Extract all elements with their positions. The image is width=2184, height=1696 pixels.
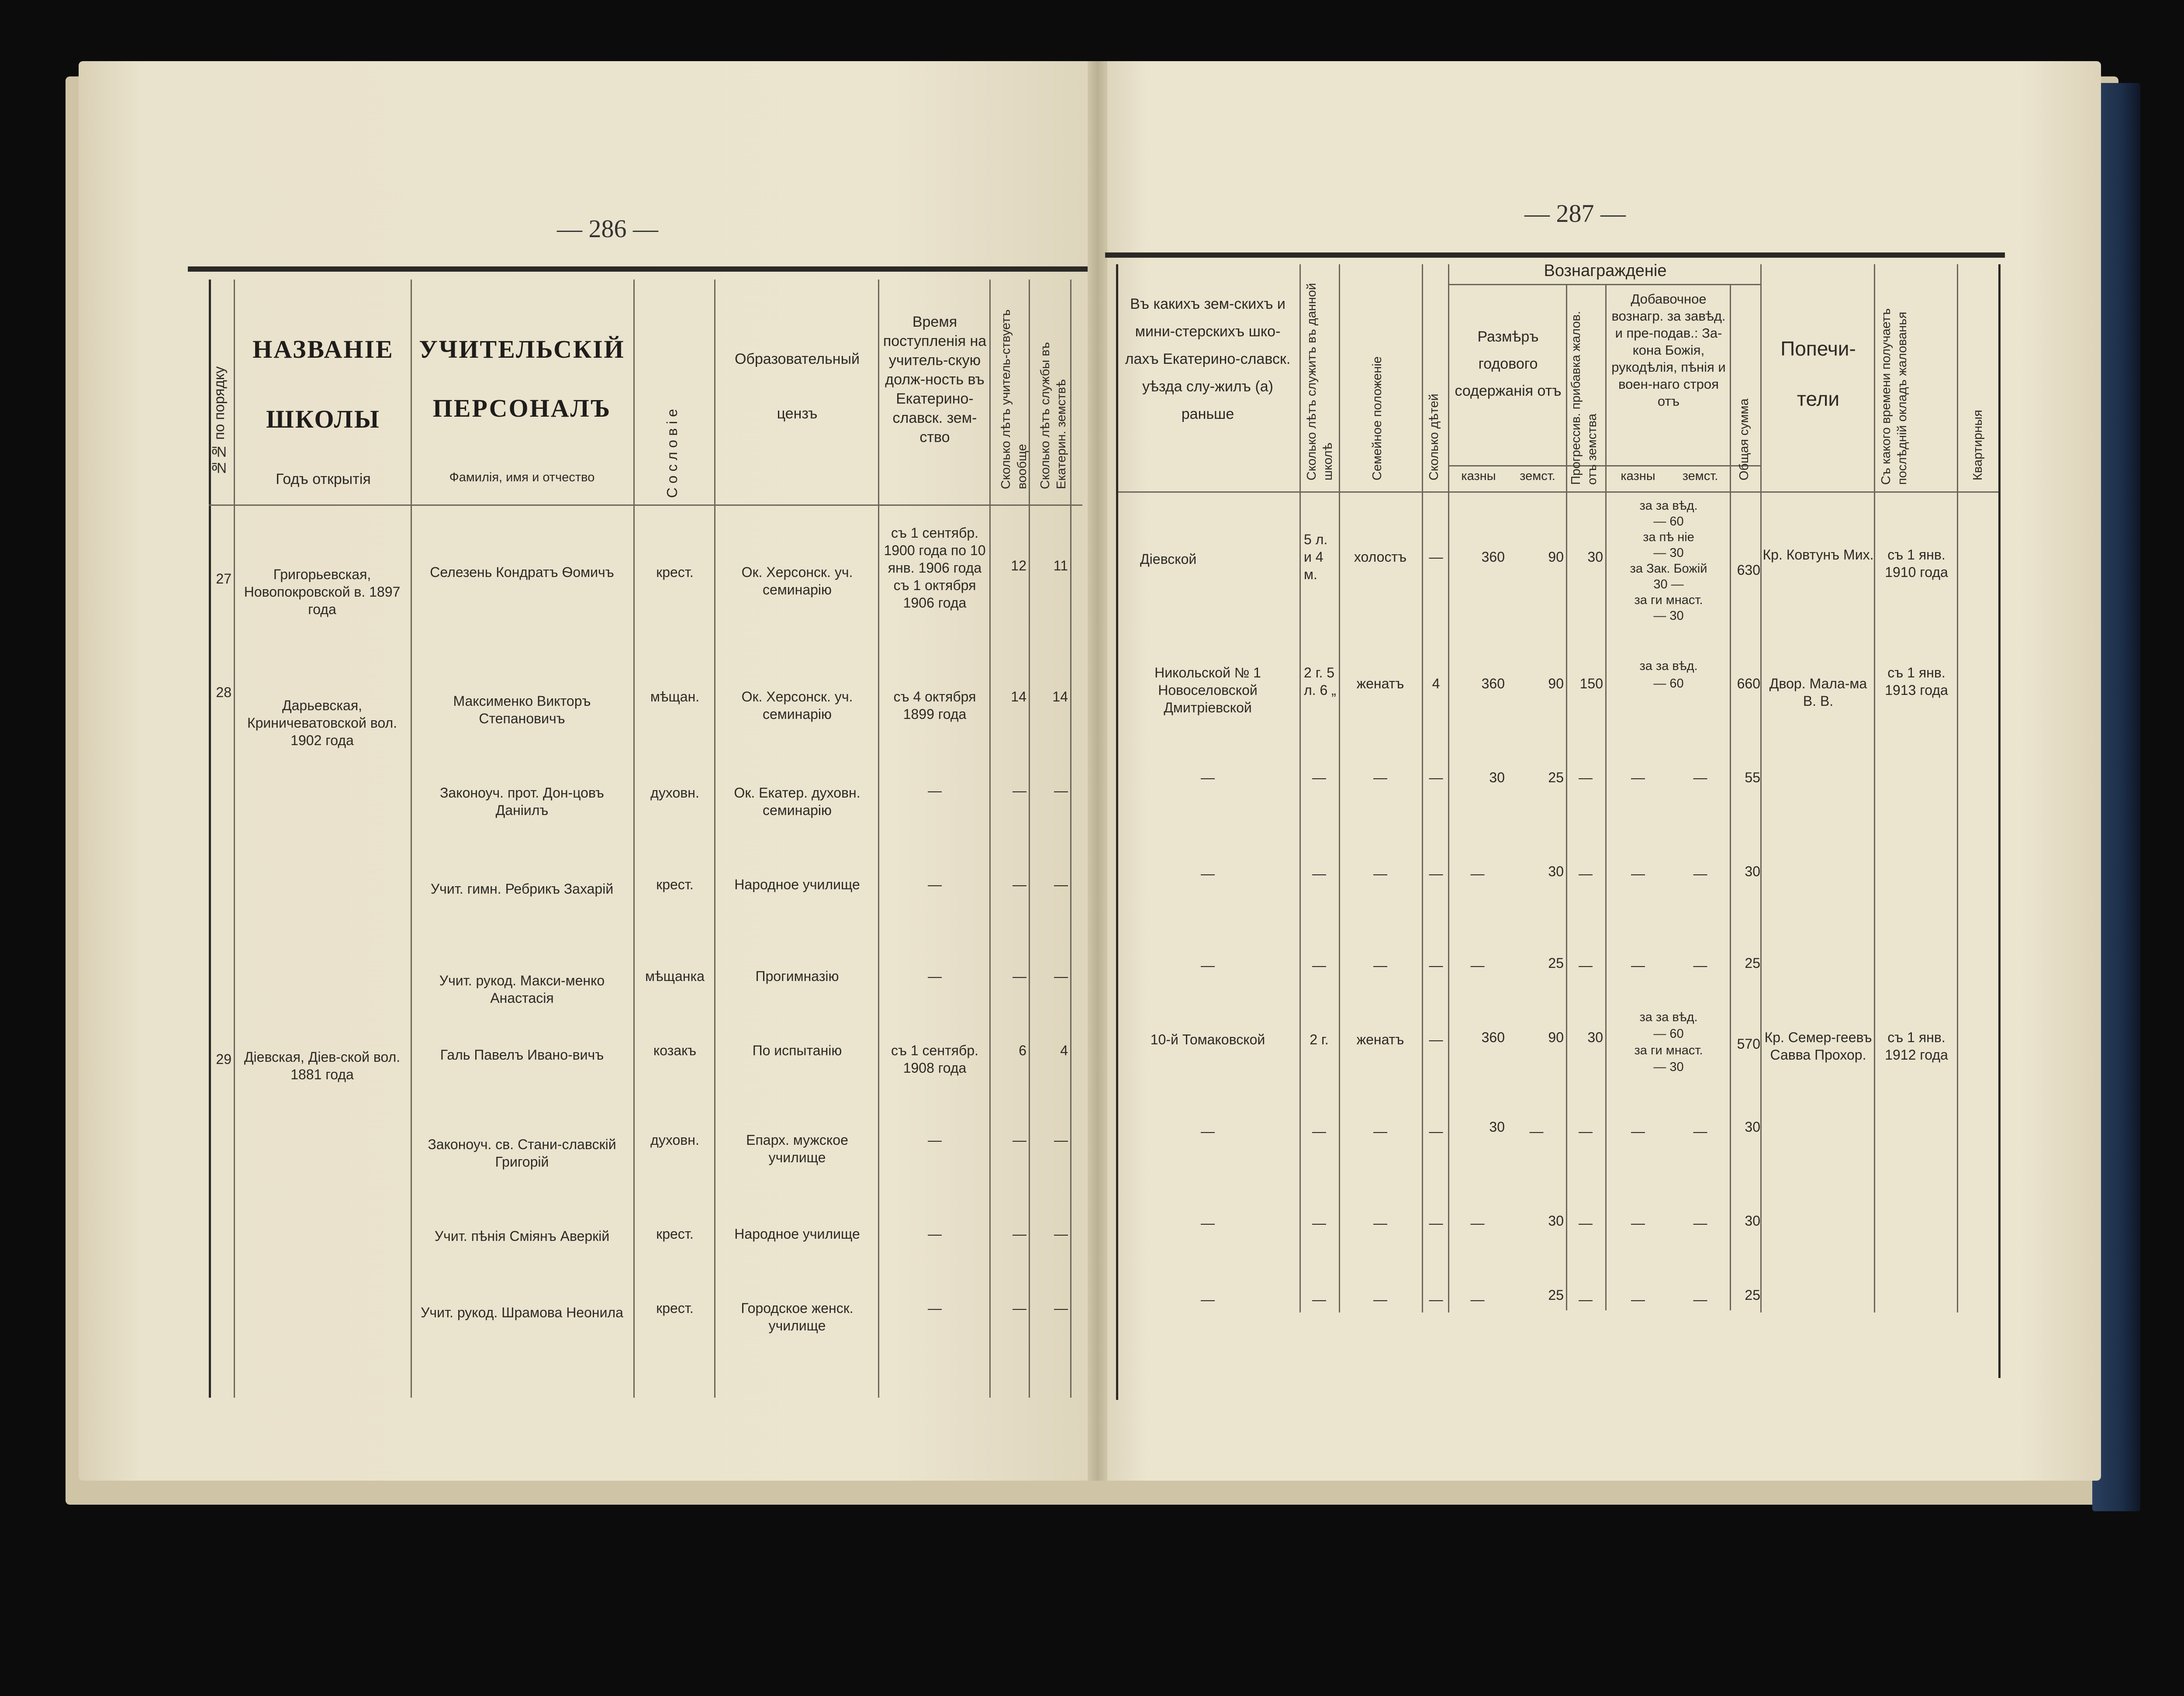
years-service: — [1054, 1226, 1068, 1242]
left-top-rule [188, 266, 1088, 272]
trustees-header: Попечи- [1780, 337, 1856, 360]
entry-date: — [928, 783, 942, 798]
staff-header-2: ПЕРСОНАЛЪ [432, 394, 612, 422]
trustee: Кр. Семер-геевъ Савва Прохор. [1764, 1029, 1872, 1063]
total-sum: 630 [1737, 562, 1760, 578]
additional-zemst: — [1693, 1215, 1707, 1231]
years-service-header: Сколько лѣтъ службы въ Екатерин. земствѣ [1038, 342, 1068, 489]
page-number-left: — 286 — [557, 214, 658, 243]
education: Народное училище [734, 1226, 860, 1242]
previous-school: — [1201, 1215, 1215, 1231]
where-served-header: Въ какихъ зем-скихъ и мини-стерскихъ шко-лахъ Екатерино-славск. уѣзда слу-жилъ (а) раньше [1125, 296, 1291, 422]
entry-date: съ 1 сентябр. 1908 года [891, 1043, 979, 1076]
education-header: Образовательный [734, 351, 860, 367]
additional-zemst: — [1693, 1123, 1707, 1139]
estate: духовн. [650, 1132, 699, 1148]
education: Епарх. мужское училище [746, 1132, 848, 1165]
children-count: — [1429, 770, 1443, 785]
years-teaching: 6 [1019, 1043, 1026, 1058]
progressive-raise: — [1579, 957, 1593, 973]
education: По испытанію [752, 1043, 842, 1058]
estate: крест. [656, 1300, 694, 1316]
since-date: съ 1 янв. 1912 года [1885, 1029, 1948, 1063]
progressive-raise: — [1579, 1123, 1593, 1139]
years-teaching: — [1013, 968, 1026, 984]
estate: крест. [656, 877, 694, 892]
teacher-name: Учит. пѣнія Сміянъ Аверкій [434, 1228, 610, 1244]
family-status: — [1373, 1292, 1387, 1307]
children-count: 4 [1432, 676, 1440, 691]
previous-school: 10-й Томаковской [1150, 1032, 1265, 1047]
total-sum: 660 [1737, 676, 1760, 691]
staff-header: УЧИТЕЛЬСКІЙ [419, 335, 625, 363]
entry-date: — [928, 968, 942, 984]
previous-school: Никольской № 1 Новоселовской Дмитріевской [1154, 665, 1261, 715]
progressive-raise: 30 [1587, 549, 1603, 565]
years-teaching: 14 [1011, 689, 1026, 705]
additional-kazny: — [1631, 770, 1645, 785]
school-name-header: НАЗВАНІЕ [252, 335, 394, 363]
salary-zemst: 90 [1548, 676, 1564, 691]
since-date: съ 1 янв. 1910 года [1885, 547, 1948, 580]
additional-kazny: — [1631, 1292, 1645, 1307]
time-entry-header: Время поступленія на учитель-скую долж-ность въ Екатерино-славск. зем-ство [883, 314, 987, 446]
total-sum: 25 [1745, 955, 1760, 971]
additional-zemst: — [1693, 770, 1707, 785]
salary-zemst: 30 [1548, 864, 1564, 879]
years-service: — [1054, 1132, 1068, 1148]
years-teaching: — [1013, 1132, 1026, 1148]
trustees-header-2: тели [1797, 387, 1840, 410]
family-status: — [1373, 770, 1387, 785]
total-sum: 570 [1737, 1036, 1760, 1052]
education: Ок. Екатер. духовн. семинарію [734, 785, 860, 818]
education-header-2: цензъ [777, 405, 818, 422]
total-sum: 30 [1745, 1119, 1760, 1135]
salary-zemst: — [1529, 1123, 1544, 1139]
additional-header: Добавочное вознагр. за завѣд. и пре-подав.: За-кона Божія, рукодѣлія, пѣнія и воен-наго строя отъ [1611, 291, 1726, 409]
previous-school: — [1201, 770, 1215, 785]
progressive-raise: 30 [1587, 1029, 1603, 1045]
salary-kazny-header: казны [1461, 469, 1496, 483]
years-here-header: Сколько лѣтъ служитъ въ данной школѣ [1305, 283, 1335, 480]
salary-zemst: 90 [1548, 549, 1564, 565]
entry-date: — [928, 877, 942, 892]
year-opened-header: Годъ открытія [276, 471, 371, 487]
additional-kazny-header: казны [1621, 469, 1655, 483]
years-teaching: 12 [1011, 558, 1026, 573]
years-service: — [1054, 783, 1068, 798]
right-top-rule [1105, 252, 2005, 258]
previous-school: Діевской [1140, 551, 1197, 567]
years-here: 2 г. [1310, 1032, 1329, 1047]
row-number: 29 [216, 1051, 232, 1067]
additional-zemst: — [1693, 957, 1707, 973]
additional-kazny: — [1631, 957, 1645, 973]
progressive-raise: — [1579, 866, 1593, 881]
salary-zemst: 25 [1548, 770, 1564, 785]
years-teaching: — [1013, 1300, 1026, 1316]
salary-kazny: — [1470, 957, 1485, 973]
salary-kazny: 30 [1489, 770, 1505, 785]
years-teaching: — [1013, 783, 1026, 798]
since-date: съ 1 янв. 1913 года [1885, 665, 1948, 698]
previous-school: — [1201, 1292, 1215, 1307]
school-name-header-2: ШКОЛЫ [266, 405, 380, 433]
total-sum: 25 [1745, 1287, 1760, 1303]
children-count: — [1429, 1215, 1443, 1231]
years-here: — [1312, 1123, 1326, 1139]
years-service: — [1054, 877, 1068, 892]
additional-zemst-header: земст. [1682, 469, 1718, 483]
teacher-name: Селезень Кондратъ Ѳомичъ [430, 564, 614, 580]
since-when-header: Съ какого времени получаетъ послѣдній окладъ жалованья [1879, 308, 1909, 485]
children-count: — [1429, 1032, 1443, 1047]
years-here: — [1312, 957, 1326, 973]
estate: козакъ [653, 1043, 697, 1058]
years-service: — [1054, 968, 1068, 984]
entry-date: — [928, 1132, 942, 1148]
progressive-raise: — [1579, 1292, 1593, 1307]
family-status: — [1373, 866, 1387, 881]
education: Прогимназію [755, 968, 839, 984]
school-name: Діевская, Діев-ской вол. 1881 года [244, 1049, 401, 1082]
children-count: — [1429, 549, 1443, 565]
salary-zemst-header: земст. [1520, 469, 1555, 483]
entry-date: съ 1 сентябр. 1900 года по 10 янв. 1906 года съ 1 октября 1906 года [884, 525, 986, 611]
salary-kazny: — [1470, 866, 1485, 881]
years-service: 11 [1053, 558, 1068, 573]
housing-header: Квартирныя [1971, 410, 1985, 480]
estate-header: С о с л о в і е [664, 409, 680, 498]
teacher-name: Законоуч. прот. Дон-цовъ Даніилъ [440, 785, 604, 818]
teacher-name: Галь Павелъ Ивано-вичъ [440, 1047, 604, 1063]
salary-zemst: 90 [1548, 1029, 1564, 1045]
estate: мѣщан. [650, 689, 700, 705]
previous-school: — [1201, 1123, 1215, 1139]
family-status: женатъ [1356, 1032, 1404, 1047]
children-count: — [1429, 1123, 1443, 1139]
trustee: Кр. Ковтунъ Мих. [1762, 547, 1874, 563]
education: Ок. Херсонск. уч. семинарію [741, 564, 853, 598]
additional-kazny: — [1631, 866, 1645, 881]
salary-kazny: 360 [1481, 1029, 1505, 1045]
col-number-header: №№ по порядку [211, 366, 227, 476]
salary-kazny: 360 [1481, 549, 1505, 565]
years-here: 2 г. 5 л. 6 „ [1304, 665, 1336, 698]
salary-zemst: 25 [1548, 1287, 1564, 1303]
years-service: — [1054, 1300, 1068, 1316]
years-teaching: — [1013, 877, 1026, 892]
book-gutter [1088, 61, 1107, 1481]
staff-sub-header: Фамилія, имя и отчество [449, 470, 595, 484]
total-sum: 30 [1745, 1213, 1760, 1229]
additional-kazny: — [1631, 1215, 1645, 1231]
children-count: — [1429, 866, 1443, 881]
teacher-name: Учит. рукод. Макси-менко Анастасія [439, 973, 605, 1006]
years-here: — [1312, 770, 1326, 785]
total-sum-header: Общая сумма [1737, 398, 1751, 480]
trustee: Двор. Мала-ма В. В. [1769, 676, 1867, 709]
years-here: — [1312, 866, 1326, 881]
entry-date: — [928, 1226, 942, 1242]
school-name: Дарьевская, Криничеватовской вол. 1902 года [247, 698, 397, 748]
family-status: — [1373, 957, 1387, 973]
years-service: 4 [1060, 1043, 1068, 1058]
progressive-raise: 150 [1579, 676, 1603, 691]
family-status: — [1373, 1123, 1387, 1139]
family-status-header: Семейное положеніе [1370, 356, 1384, 480]
salary-kazny: — [1470, 1292, 1485, 1307]
years-teaching-header: Сколько лѣтъ учитель-ствуетъ вообще [999, 309, 1029, 489]
estate: мѣщанка [645, 968, 705, 984]
progressive-header: Прогрессив. прибавка жалов. отъ земства [1569, 311, 1599, 485]
years-here: — [1312, 1292, 1326, 1307]
salary-zemst: 30 [1548, 1213, 1564, 1229]
school-name: Григорьевская, Новопокровской в. 1897 года [244, 566, 401, 617]
family-status: холостъ [1354, 549, 1407, 565]
teacher-name: Максименко Викторъ Степановичъ [453, 693, 591, 726]
additional-breakdown: за за вѣд. — 60 за ги мнаст. — 30 [1634, 1010, 1703, 1074]
education: Народное училище [734, 877, 860, 892]
additional-kazny: — [1631, 1123, 1645, 1139]
progressive-raise: — [1579, 770, 1593, 785]
family-status: женатъ [1356, 676, 1404, 691]
years-teaching: — [1013, 1226, 1026, 1242]
left-page [79, 61, 1096, 1481]
education: Ок. Херсонск. уч. семинарію [741, 689, 853, 722]
additional-zemst: — [1693, 866, 1707, 881]
teacher-name: Учит. гимн. Ребрикъ Захарій [430, 881, 614, 897]
row-number: 27 [216, 571, 232, 587]
children-count: — [1429, 1292, 1443, 1307]
estate: духовн. [650, 785, 699, 801]
children-header: Сколько дѣтей [1427, 394, 1441, 480]
total-sum: 30 [1745, 864, 1760, 879]
estate: крест. [656, 564, 694, 580]
reward-header: Вознагражденіе [1544, 262, 1667, 280]
additional-breakdown: за за вѣд. — 60 [1639, 659, 1698, 691]
salary-kazny: — [1470, 1215, 1485, 1231]
education: Городское женск. училище [741, 1300, 854, 1333]
years-service: 14 [1052, 689, 1068, 705]
years-here: 5 л. и 4 м. [1304, 532, 1328, 582]
children-count: — [1429, 957, 1443, 973]
salary-header: Размѣръ годового содержанія отъ [1455, 328, 1562, 399]
years-here: — [1312, 1215, 1326, 1231]
total-sum: 55 [1745, 770, 1760, 785]
teacher-name: Учит. рукод. Шрамова Неонила [421, 1305, 623, 1320]
previous-school: — [1201, 866, 1215, 881]
additional-zemst: — [1693, 1292, 1707, 1307]
entry-date: съ 4 октября 1899 года [893, 689, 976, 722]
salary-kazny: 360 [1481, 676, 1505, 691]
family-status: — [1373, 1215, 1387, 1231]
teacher-name: Законоуч. св. Стани-славскій Григорій [428, 1136, 616, 1170]
salary-zemst: 25 [1548, 955, 1564, 971]
additional-breakdown: за за вѣд. — 60 за пѣ ніе — 30 за Зак. Божій 30 — за ги мнаст. — 30 [1630, 499, 1707, 623]
previous-school: — [1201, 957, 1215, 973]
estate: крест. [656, 1226, 694, 1242]
entry-date: — [928, 1300, 942, 1316]
page-number-right: — 287 — [1524, 199, 1626, 228]
row-number: 28 [216, 684, 232, 700]
progressive-raise: — [1579, 1215, 1593, 1231]
salary-kazny: 30 [1489, 1119, 1505, 1135]
